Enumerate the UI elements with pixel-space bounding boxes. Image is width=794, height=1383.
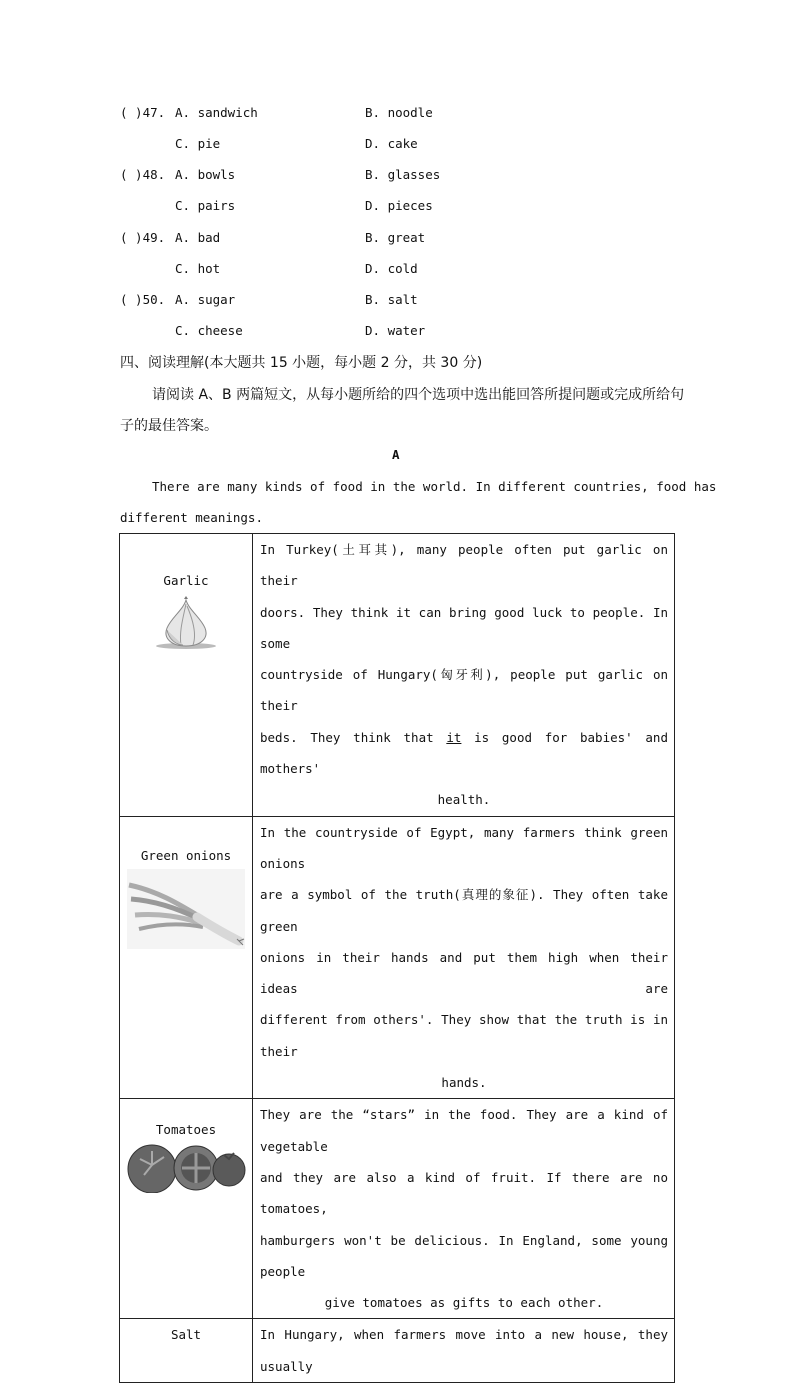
garlic-icon [153, 596, 219, 650]
underlined-word: it [446, 729, 462, 745]
option-d: D. water [365, 323, 426, 338]
food-name-cell [120, 1099, 253, 1319]
option-b: B. glasses [365, 167, 441, 182]
option-d: D. cold [365, 261, 418, 276]
description-line: health. [437, 792, 491, 808]
option-c: C. hot [175, 261, 221, 276]
food-name-cell [120, 1319, 253, 1383]
question-number: ( )48. [120, 167, 166, 182]
option-a: A. bad [175, 230, 221, 245]
tomato-icon [126, 1143, 246, 1193]
question-number: ( )50. [120, 292, 166, 307]
description-line: They are the “stars” in the food. They are a kind of vegetable [260, 1107, 668, 1154]
food-name: Tomatoes [155, 1122, 217, 1138]
food-name: Garlic [163, 573, 209, 588]
option-a: A. sandwich [175, 105, 258, 120]
food-name: Green onions [140, 847, 232, 863]
description-line: beds. They think that [260, 729, 447, 745]
option-b: B. noodle [365, 105, 433, 120]
table-row [120, 816, 675, 1099]
description-line: In Hungary, when farmers move into a new house, they usually [260, 1327, 668, 1374]
question-number: ( )49. [120, 230, 166, 245]
instruction-line-1: 请阅读 A、B 两篇短文，从每小题所给的四个选项中选出能回答所提问题或完成所给句 [152, 387, 685, 403]
food-description-cell [253, 1099, 675, 1319]
description-line: is good for babies' and mothers' [260, 729, 668, 777]
option-d: D. pieces [365, 198, 433, 213]
description-line: are a symbol of the truth(真理的象征). They often take green [260, 887, 668, 934]
passage-intro-line-1: There are many kinds of food in the world. In different countries, food has [152, 479, 717, 494]
description-line: different from others'. They show that the truth is in their [260, 1012, 668, 1059]
description-line: doors. They think it can bring good luck to people. In some [260, 604, 668, 651]
description-line: give tomatoes as gifts to each other. [324, 1295, 604, 1311]
table-row [120, 1099, 675, 1319]
option-b: B. great [365, 230, 426, 245]
food-meanings-table [119, 533, 675, 1383]
question-number: ( )47. [120, 105, 166, 120]
option-c: C. pie [175, 136, 221, 151]
passage-intro-line-2: different meanings. [120, 510, 263, 525]
option-a: A. sugar [175, 292, 236, 307]
passage-label: A [392, 447, 400, 462]
option-d: D. cake [365, 136, 418, 151]
table-row [120, 1319, 675, 1383]
food-name: Salt [170, 1327, 202, 1343]
description-line: In the countryside of Egypt, many farmers think green onions [260, 824, 668, 871]
option-a: A. bowls [175, 167, 236, 182]
instruction-line-2: 子的最佳答案。 [120, 418, 218, 434]
food-description-cell [253, 1319, 675, 1383]
description-line: countryside of Hungary(匈牙利), people put garlic on their [260, 667, 668, 714]
food-name-cell [120, 534, 253, 817]
option-b: B. salt [365, 292, 418, 307]
table-row [120, 534, 675, 817]
description-line: hands. [441, 1075, 487, 1091]
option-c: C. cheese [175, 323, 243, 338]
food-description-cell [253, 816, 675, 1099]
food-description-cell [253, 534, 675, 817]
option-c: C. pairs [175, 198, 236, 213]
description-line: onions in their hands and put them high when their ideas are [260, 949, 668, 997]
description-line: and they are also a kind of fruit. If there are no tomatoes, [260, 1169, 668, 1217]
green-onion-icon [127, 869, 245, 949]
section-heading: 四、阅读理解(本大题共 15 小题，每小题 2 分，共 30 分) [120, 355, 483, 371]
description-line: hamburgers won't be delicious. In England, some young people [260, 1232, 668, 1279]
description-line: In Turkey(土耳其), many people often put garlic on their [260, 542, 668, 589]
food-name-cell [120, 816, 253, 1099]
